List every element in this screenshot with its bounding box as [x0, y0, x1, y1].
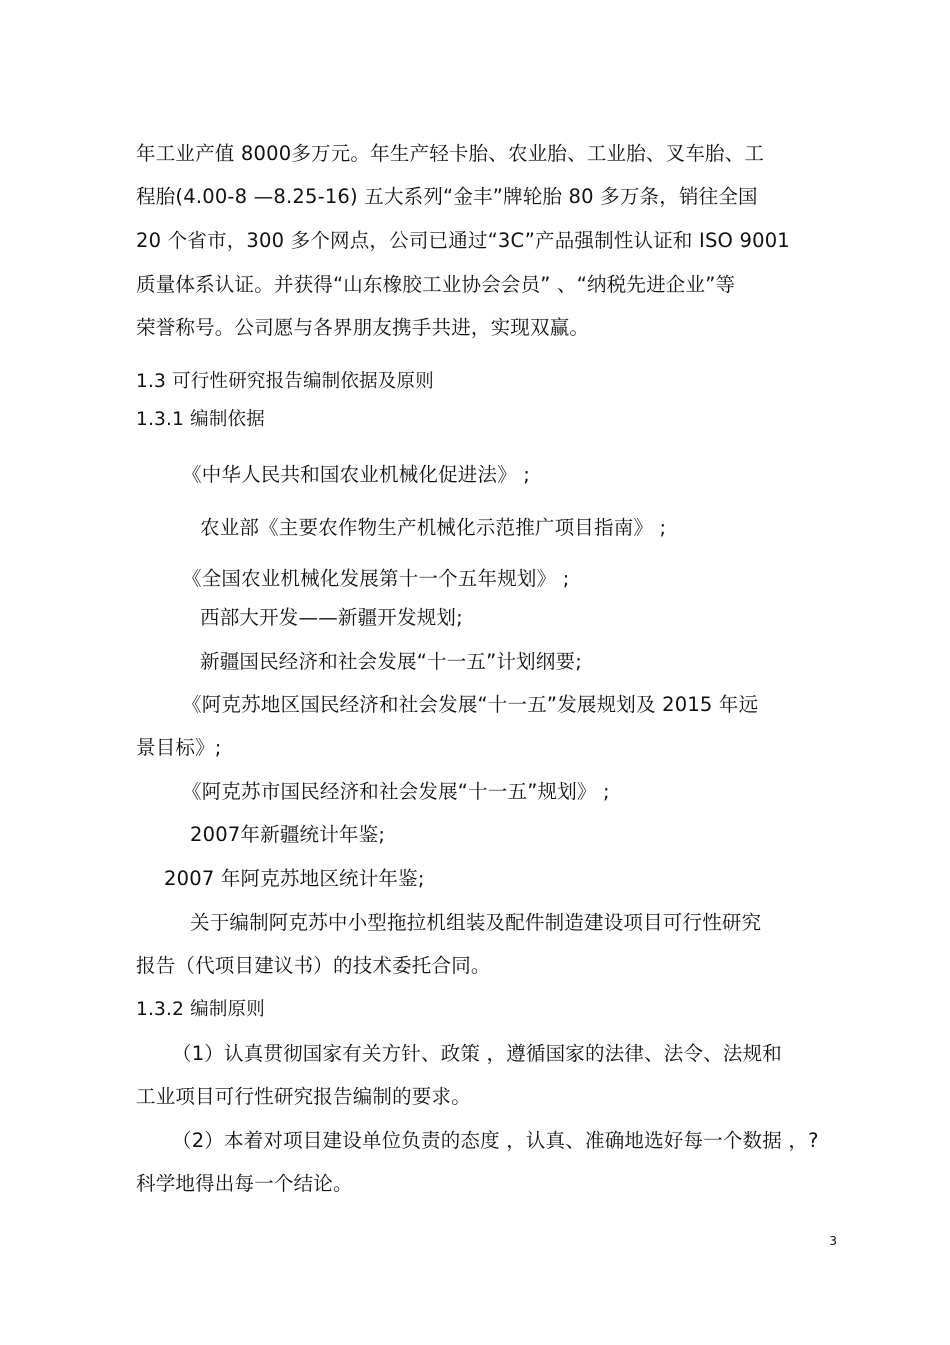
basis-item: 农业部《主要农作物生产机械化示范推广项目指南》 ; — [200, 516, 667, 539]
principle-item: 工业项目可行性研究报告编制的要求。 — [136, 1085, 471, 1108]
basis-item: 西部大开发——新疆开发规划; — [200, 606, 463, 629]
basis-item: 《阿克苏市国民经济和社会发展“十一五”规划》 ; — [182, 780, 610, 803]
section-heading-1-3-1: 1.3.1 编制依据 — [136, 409, 265, 430]
section-heading-1-3-2: 1.3.2 编制原则 — [136, 999, 265, 1020]
basis-item: 2007年新疆统计年鉴; — [190, 823, 386, 846]
basis-item: 关于编制阿克苏中小型拖拉机组装及配件制造建设项目可行性研究 — [190, 911, 762, 934]
basis-item: 《中华人民共和国农业机械化促进法》 ; — [182, 463, 531, 486]
principle-item: 科学地得出每一个结论。 — [136, 1172, 353, 1195]
paragraph-line: 年工业产值 8000多万元。年生产轻卡胎、农业胎、工业胎、叉车胎、工 — [136, 142, 765, 165]
page-number: 3 — [829, 1234, 837, 1248]
paragraph-line: 荣誉称号。公司愿与各界朋友携手共进，实现双赢。 — [136, 316, 590, 339]
paragraph-line: 质量体系认证。并获得“山东橡胶工业协会会员” 、“纳税先进企业”等 — [136, 273, 736, 296]
principle-item: （2）本着对项目建设单位负责的态度 ，认真、准确地选好每一个数据 ，? — [172, 1129, 819, 1152]
principle-item: （1）认真贯彻国家有关方针、政策 ，遵循国家的法律、法令、法规和 — [172, 1042, 783, 1065]
basis-item: 新疆国民经济和社会发展“十一五”计划纲要; — [200, 650, 582, 673]
basis-item: 2007 年阿克苏地区统计年鉴; — [164, 867, 425, 890]
paragraph-line: 20 个省市，300 多个网点，公司已通过“3C”产品强制性认证和 ISO 9001 — [136, 229, 790, 252]
paragraph-line: 程胎(4.00-8 —8.25-16) 五大系列“金丰”牌轮胎 80 多万条，销往全国 — [136, 185, 758, 208]
basis-item: 《全国农业机械化发展第十一个五年规划》 ; — [182, 567, 570, 590]
basis-item: 《阿克苏地区国民经济和社会发展“十一五”发展规划及 2015 年远 — [182, 693, 759, 716]
section-heading-1-3: 1.3 可行性研究报告编制依据及原则 — [136, 371, 434, 392]
basis-item: 景目标》; — [136, 736, 222, 759]
basis-item: 报告（代项目建议书）的技术委托合同。 — [136, 954, 491, 977]
